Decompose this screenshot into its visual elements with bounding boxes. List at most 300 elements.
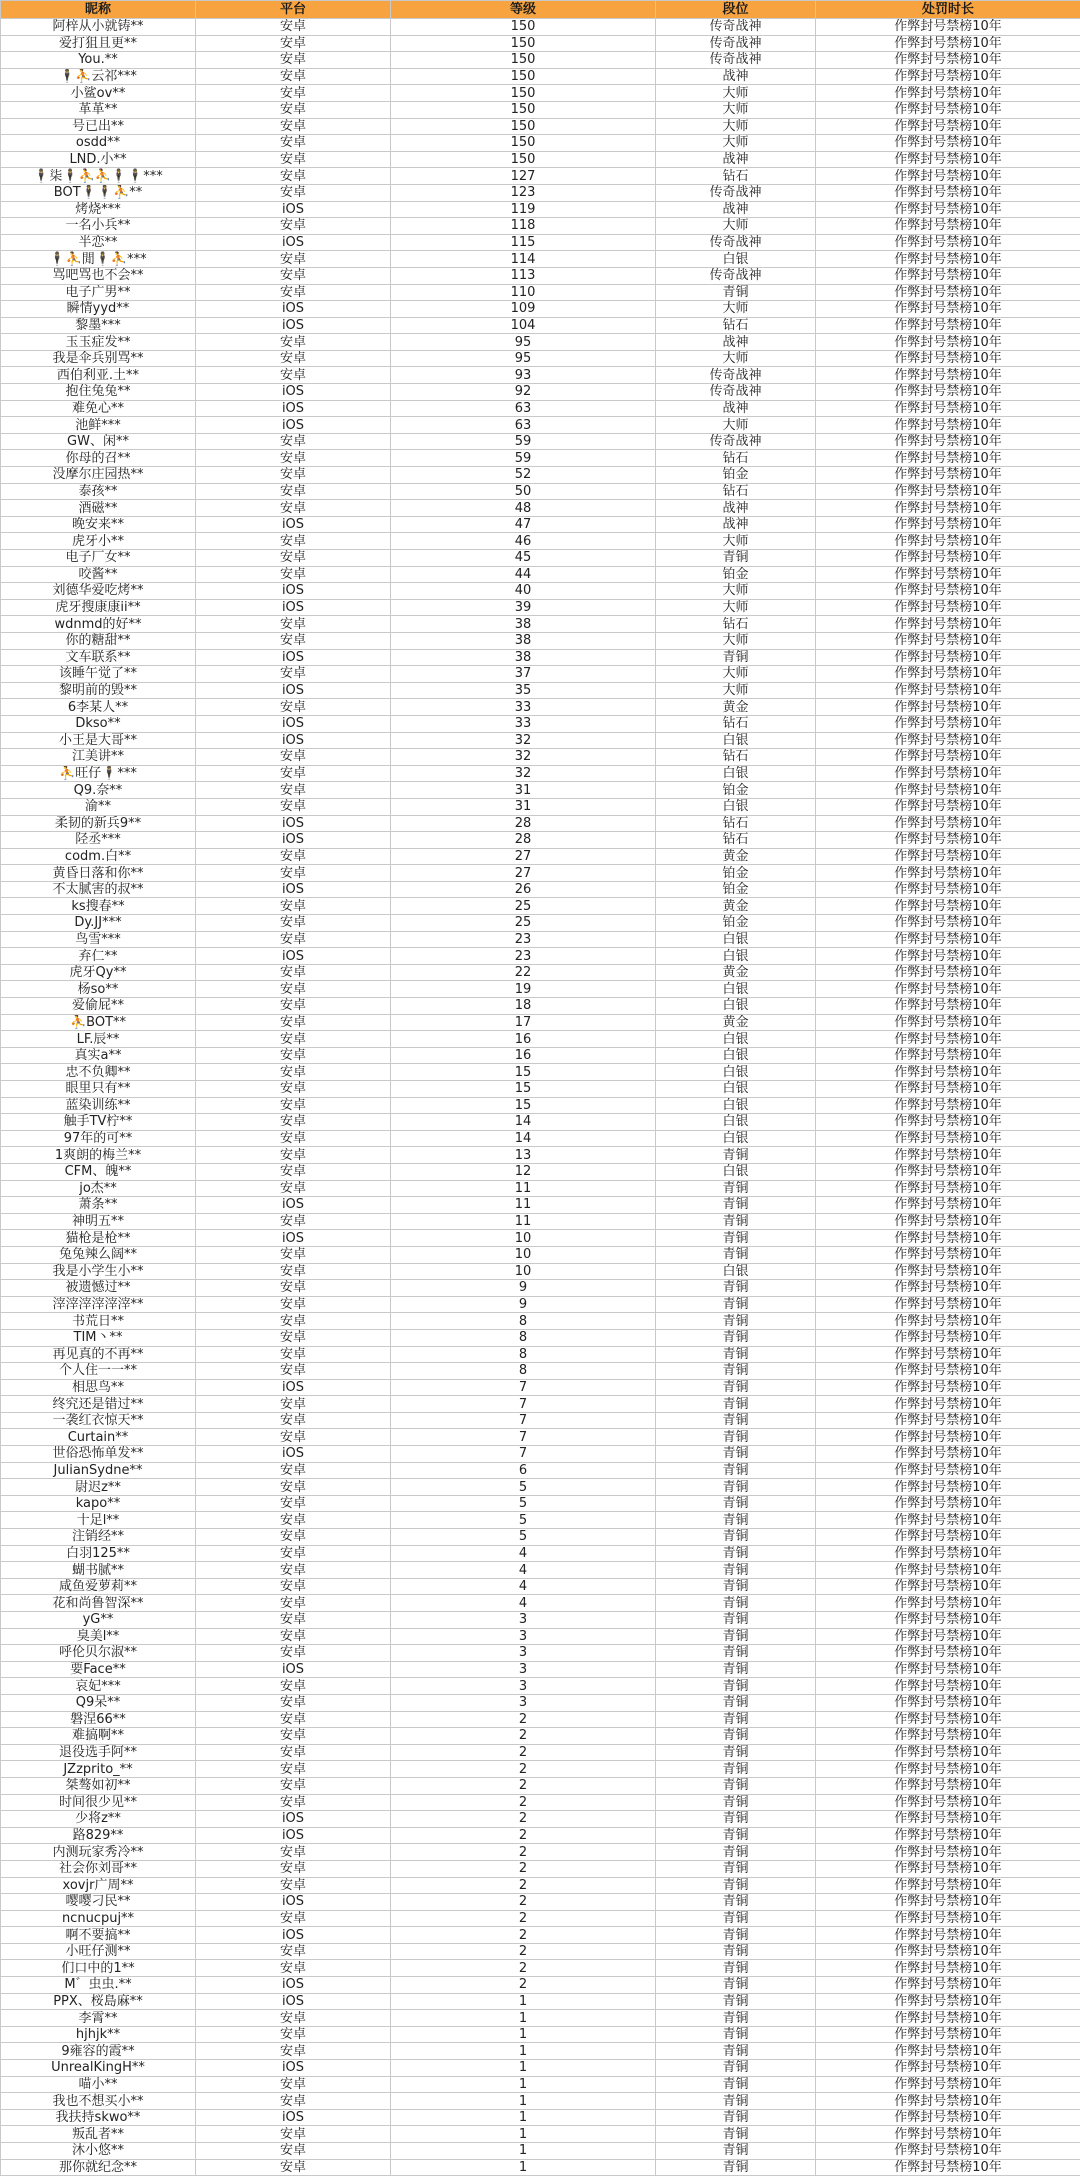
cell-nickname: 晚安来** bbox=[1, 516, 196, 533]
cell-rank: 大师 bbox=[656, 101, 816, 118]
cell-platform: 安卓 bbox=[196, 1064, 391, 1081]
cell-penalty: 作弊封号禁榜10年 bbox=[816, 1014, 1080, 1031]
cell-platform: 安卓 bbox=[196, 500, 391, 517]
cell-penalty: 作弊封号禁榜10年 bbox=[816, 998, 1080, 1015]
cell-rank: 白银 bbox=[656, 1163, 816, 1180]
cell-rank: 白银 bbox=[656, 1081, 816, 1098]
cell-nickname: 瞬情yyd** bbox=[1, 301, 196, 318]
cell-platform: 安卓 bbox=[196, 915, 391, 932]
cell-nickname: 酒磁** bbox=[1, 500, 196, 517]
table-row bbox=[1, 865, 1080, 882]
cell-level: 7 bbox=[391, 1429, 656, 1446]
cell-nickname: 再见真的不再** bbox=[1, 1346, 196, 1363]
cell-platform: 安卓 bbox=[196, 350, 391, 367]
table-row bbox=[1, 1081, 1080, 1098]
cell-platform: 安卓 bbox=[196, 1479, 391, 1496]
cell-nickname: 啊不要搞** bbox=[1, 1927, 196, 1944]
cell-penalty: 作弊封号禁榜10年 bbox=[816, 533, 1080, 550]
cell-level: 1 bbox=[391, 2093, 656, 2110]
cell-penalty: 作弊封号禁榜10年 bbox=[816, 1147, 1080, 1164]
cell-platform: 安卓 bbox=[196, 218, 391, 235]
cell-penalty: 作弊封号禁榜10年 bbox=[816, 483, 1080, 500]
cell-platform: 安卓 bbox=[196, 865, 391, 882]
cell-platform: 安卓 bbox=[196, 52, 391, 69]
cell-penalty: 作弊封号禁榜10年 bbox=[816, 301, 1080, 318]
cell-level: 47 bbox=[391, 516, 656, 533]
cell-rank: 铂金 bbox=[656, 881, 816, 898]
cell-platform: 安卓 bbox=[196, 68, 391, 85]
cell-level: 23 bbox=[391, 931, 656, 948]
header-penalty: 处罚时长 bbox=[816, 1, 1080, 19]
cell-penalty: 作弊封号禁榜10年 bbox=[816, 1313, 1080, 1330]
cell-level: 104 bbox=[391, 317, 656, 334]
cell-nickname: 内测玩家秀冷** bbox=[1, 1844, 196, 1861]
cell-level: 2 bbox=[391, 1728, 656, 1745]
table-row bbox=[1, 1794, 1080, 1811]
cell-nickname: ncnucpuj** bbox=[1, 1910, 196, 1927]
cell-nickname: 被遗憾过** bbox=[1, 1280, 196, 1297]
table-row bbox=[1, 1197, 1080, 1214]
table-row bbox=[1, 1446, 1080, 1463]
cell-platform: 安卓 bbox=[196, 1280, 391, 1297]
cell-penalty: 作弊封号禁榜10年 bbox=[816, 1529, 1080, 1546]
cell-rank: 青铜 bbox=[656, 1246, 816, 1263]
cell-level: 95 bbox=[391, 350, 656, 367]
cell-nickname: 你的糖甜** bbox=[1, 632, 196, 649]
cell-platform: iOS bbox=[196, 1993, 391, 2010]
cell-nickname: 黄昏日落和你** bbox=[1, 865, 196, 882]
table-row bbox=[1, 1230, 1080, 1247]
table-row bbox=[1, 533, 1080, 550]
cell-level: 14 bbox=[391, 1114, 656, 1131]
header-nickname: 昵称 bbox=[1, 1, 196, 19]
table-row bbox=[1, 334, 1080, 351]
cell-rank: 大师 bbox=[656, 533, 816, 550]
cell-rank: 钻石 bbox=[656, 815, 816, 832]
cell-nickname: 眼里只有** bbox=[1, 1081, 196, 1098]
cell-penalty: 作弊封号禁榜10年 bbox=[816, 2060, 1080, 2077]
cell-rank: 青铜 bbox=[656, 649, 816, 666]
cell-platform: 安卓 bbox=[196, 1777, 391, 1794]
cell-nickname: 小王是大哥** bbox=[1, 732, 196, 749]
cell-level: 32 bbox=[391, 749, 656, 766]
cell-rank: 白银 bbox=[656, 798, 816, 815]
cell-level: 150 bbox=[391, 101, 656, 118]
cell-penalty: 作弊封号禁榜10年 bbox=[816, 2010, 1080, 2027]
cell-level: 2 bbox=[391, 1960, 656, 1977]
table-row bbox=[1, 666, 1080, 683]
cell-nickname: 磐涅66** bbox=[1, 1711, 196, 1728]
cell-platform: iOS bbox=[196, 301, 391, 318]
cell-nickname: 喵小** bbox=[1, 2076, 196, 2093]
cell-rank: 青铜 bbox=[656, 1180, 816, 1197]
table-row bbox=[1, 1827, 1080, 1844]
cell-rank: 战神 bbox=[656, 334, 816, 351]
table-body bbox=[1, 19, 1080, 2176]
table-row bbox=[1, 1462, 1080, 1479]
cell-level: 10 bbox=[391, 1230, 656, 1247]
cell-rank: 青铜 bbox=[656, 2159, 816, 2176]
cell-nickname: 要Face** bbox=[1, 1661, 196, 1678]
cell-penalty: 作弊封号禁榜10年 bbox=[816, 1047, 1080, 1064]
table-row bbox=[1, 2093, 1080, 2110]
cell-rank: 青铜 bbox=[656, 1910, 816, 1927]
cell-rank: 战神 bbox=[656, 151, 816, 168]
cell-penalty: 作弊封号禁榜10年 bbox=[816, 732, 1080, 749]
cell-platform: 安卓 bbox=[196, 1844, 391, 1861]
table-row bbox=[1, 1910, 1080, 1927]
cell-level: 1 bbox=[391, 2043, 656, 2060]
table-row bbox=[1, 85, 1080, 102]
cell-level: 1 bbox=[391, 1993, 656, 2010]
cell-rank: 青铜 bbox=[656, 1960, 816, 1977]
cell-rank: 传奇战神 bbox=[656, 433, 816, 450]
cell-platform: iOS bbox=[196, 516, 391, 533]
table-row bbox=[1, 1860, 1080, 1877]
cell-nickname: Curtain** bbox=[1, 1429, 196, 1446]
cell-level: 13 bbox=[391, 1147, 656, 1164]
cell-penalty: 作弊封号禁榜10年 bbox=[816, 616, 1080, 633]
cell-penalty: 作弊封号禁榜10年 bbox=[816, 815, 1080, 832]
cell-nickname: 时间很少见** bbox=[1, 1794, 196, 1811]
cell-rank: 青铜 bbox=[656, 1147, 816, 1164]
table-row bbox=[1, 832, 1080, 849]
cell-level: 50 bbox=[391, 483, 656, 500]
cell-level: 32 bbox=[391, 732, 656, 749]
cell-level: 33 bbox=[391, 715, 656, 732]
cell-level: 150 bbox=[391, 35, 656, 52]
cell-nickname: 柔韧的新兵9** bbox=[1, 815, 196, 832]
cell-platform: 安卓 bbox=[196, 1346, 391, 1363]
table-row bbox=[1, 1578, 1080, 1595]
cell-nickname: 鸟雪*** bbox=[1, 931, 196, 948]
cell-penalty: 作弊封号禁榜10年 bbox=[816, 1280, 1080, 1297]
cell-nickname: 注销经** bbox=[1, 1529, 196, 1546]
cell-penalty: 作弊封号禁榜10年 bbox=[816, 1694, 1080, 1711]
cell-level: 1 bbox=[391, 2026, 656, 2043]
cell-level: 14 bbox=[391, 1130, 656, 1147]
cell-platform: 安卓 bbox=[196, 450, 391, 467]
cell-penalty: 作弊封号禁榜10年 bbox=[816, 1595, 1080, 1612]
cell-platform: 安卓 bbox=[196, 251, 391, 268]
cell-nickname: 陉丞*** bbox=[1, 832, 196, 849]
header-rank: 段位 bbox=[656, 1, 816, 19]
cell-nickname: 骂吧骂也不会** bbox=[1, 267, 196, 284]
cell-platform: 安卓 bbox=[196, 2159, 391, 2176]
cell-platform: 安卓 bbox=[196, 1114, 391, 1131]
cell-nickname: 花和尚鲁智深** bbox=[1, 1595, 196, 1612]
cell-nickname: 黎明前的毁** bbox=[1, 682, 196, 699]
cell-level: 4 bbox=[391, 1578, 656, 1595]
cell-penalty: 作弊封号禁榜10年 bbox=[816, 1097, 1080, 1114]
cell-rank: 钻石 bbox=[656, 715, 816, 732]
cell-nickname: 咬酱** bbox=[1, 566, 196, 583]
cell-rank: 青铜 bbox=[656, 1313, 816, 1330]
cell-rank: 传奇战神 bbox=[656, 384, 816, 401]
cell-platform: 安卓 bbox=[196, 184, 391, 201]
cell-nickname: 西伯利亚.土** bbox=[1, 367, 196, 384]
cell-penalty: 作弊封号禁榜10年 bbox=[816, 1363, 1080, 1380]
cell-penalty: 作弊封号禁榜10年 bbox=[816, 400, 1080, 417]
cell-level: 5 bbox=[391, 1512, 656, 1529]
cell-rank: 青铜 bbox=[656, 1595, 816, 1612]
cell-rank: 黄金 bbox=[656, 1014, 816, 1031]
cell-rank: 黄金 bbox=[656, 964, 816, 981]
cell-rank: 青铜 bbox=[656, 1943, 816, 1960]
cell-nickname: 叛乱者** bbox=[1, 2126, 196, 2143]
table-row bbox=[1, 1960, 1080, 1977]
cell-nickname: 泰孩** bbox=[1, 483, 196, 500]
cell-level: 123 bbox=[391, 184, 656, 201]
cell-nickname: 虎牙Qy** bbox=[1, 964, 196, 981]
table-row bbox=[1, 2060, 1080, 2077]
cell-rank: 青铜 bbox=[656, 1761, 816, 1778]
table-row bbox=[1, 483, 1080, 500]
cell-rank: 白银 bbox=[656, 931, 816, 948]
table-row bbox=[1, 1396, 1080, 1413]
cell-level: 1 bbox=[391, 2010, 656, 2027]
table-row bbox=[1, 1777, 1080, 1794]
cell-platform: 安卓 bbox=[196, 1744, 391, 1761]
table-row bbox=[1, 151, 1080, 168]
cell-platform: iOS bbox=[196, 583, 391, 600]
cell-nickname: 没摩尔庄园热** bbox=[1, 467, 196, 484]
cell-level: 1 bbox=[391, 2076, 656, 2093]
cell-level: 113 bbox=[391, 267, 656, 284]
cell-penalty: 作弊封号禁榜10年 bbox=[816, 284, 1080, 301]
cell-penalty: 作弊封号禁榜10年 bbox=[816, 118, 1080, 135]
cell-nickname: PPX、桜島麻** bbox=[1, 1993, 196, 2010]
cell-nickname: 难搞啊** bbox=[1, 1728, 196, 1745]
table-row bbox=[1, 317, 1080, 334]
cell-penalty: 作弊封号禁榜10年 bbox=[816, 1412, 1080, 1429]
cell-platform: iOS bbox=[196, 649, 391, 666]
table-row bbox=[1, 1097, 1080, 1114]
table-row bbox=[1, 682, 1080, 699]
table-row bbox=[1, 1363, 1080, 1380]
cell-penalty: 作弊封号禁榜10年 bbox=[816, 85, 1080, 102]
cell-penalty: 作弊封号禁榜10年 bbox=[816, 2143, 1080, 2160]
cell-level: 15 bbox=[391, 1081, 656, 1098]
cell-nickname: 🕴⛹云祁*** bbox=[1, 68, 196, 85]
cell-nickname: 阿梓从小就铸** bbox=[1, 19, 196, 36]
cell-rank: 白银 bbox=[656, 1114, 816, 1131]
table-row bbox=[1, 782, 1080, 799]
cell-penalty: 作弊封号禁榜10年 bbox=[816, 1479, 1080, 1496]
cell-platform: 安卓 bbox=[196, 1097, 391, 1114]
cell-level: 3 bbox=[391, 1661, 656, 1678]
cell-penalty: 作弊封号禁榜10年 bbox=[816, 865, 1080, 882]
table-row bbox=[1, 1562, 1080, 1579]
cell-nickname: LF.辰** bbox=[1, 1031, 196, 1048]
cell-nickname: 玉玉症发** bbox=[1, 334, 196, 351]
cell-level: 4 bbox=[391, 1545, 656, 1562]
cell-level: 8 bbox=[391, 1346, 656, 1363]
cell-rank: 青铜 bbox=[656, 1927, 816, 1944]
cell-level: 11 bbox=[391, 1213, 656, 1230]
table-row bbox=[1, 848, 1080, 865]
cell-rank: 青铜 bbox=[656, 1993, 816, 2010]
cell-platform: iOS bbox=[196, 881, 391, 898]
cell-nickname: 呼伦贝尔淑** bbox=[1, 1645, 196, 1662]
cell-rank: 战神 bbox=[656, 516, 816, 533]
cell-rank: 青铜 bbox=[656, 1479, 816, 1496]
cell-rank: 铂金 bbox=[656, 566, 816, 583]
cell-level: 27 bbox=[391, 848, 656, 865]
cell-platform: 安卓 bbox=[196, 2010, 391, 2027]
table-row bbox=[1, 732, 1080, 749]
table-row bbox=[1, 301, 1080, 318]
table-row bbox=[1, 168, 1080, 185]
cell-platform: 安卓 bbox=[196, 168, 391, 185]
cell-rank: 铂金 bbox=[656, 782, 816, 799]
table-row bbox=[1, 1529, 1080, 1546]
cell-rank: 青铜 bbox=[656, 1280, 816, 1297]
cell-nickname: 你母的召** bbox=[1, 450, 196, 467]
cell-level: 2 bbox=[391, 1910, 656, 1927]
cell-platform: 安卓 bbox=[196, 1180, 391, 1197]
cell-platform: 安卓 bbox=[196, 1296, 391, 1313]
cell-level: 2 bbox=[391, 1894, 656, 1911]
cell-rank: 青铜 bbox=[656, 1645, 816, 1662]
cell-rank: 白银 bbox=[656, 1130, 816, 1147]
cell-rank: 青铜 bbox=[656, 1694, 816, 1711]
cell-platform: 安卓 bbox=[196, 1213, 391, 1230]
table-row bbox=[1, 1678, 1080, 1695]
cell-level: 10 bbox=[391, 1246, 656, 1263]
cell-rank: 青铜 bbox=[656, 1628, 816, 1645]
table-row bbox=[1, 1014, 1080, 1031]
header-row bbox=[1, 1, 1080, 19]
cell-platform: iOS bbox=[196, 815, 391, 832]
cell-nickname: BOT🕴🕴⛹** bbox=[1, 184, 196, 201]
cell-platform: iOS bbox=[196, 417, 391, 434]
cell-penalty: 作弊封号禁榜10年 bbox=[816, 267, 1080, 284]
table-row bbox=[1, 2143, 1080, 2160]
table-row bbox=[1, 1512, 1080, 1529]
cell-nickname: 电子厂女** bbox=[1, 550, 196, 567]
cell-rank: 大师 bbox=[656, 301, 816, 318]
cell-level: 118 bbox=[391, 218, 656, 235]
cell-level: 7 bbox=[391, 1379, 656, 1396]
cell-penalty: 作弊封号禁榜10年 bbox=[816, 218, 1080, 235]
cell-penalty: 作弊封号禁榜10年 bbox=[816, 1031, 1080, 1048]
cell-rank: 青铜 bbox=[656, 1977, 816, 1994]
cell-penalty: 作弊封号禁榜10年 bbox=[816, 1794, 1080, 1811]
cell-nickname: 小鲨ov** bbox=[1, 85, 196, 102]
table-row bbox=[1, 616, 1080, 633]
cell-rank: 青铜 bbox=[656, 1213, 816, 1230]
cell-platform: 安卓 bbox=[196, 1412, 391, 1429]
table-row bbox=[1, 1412, 1080, 1429]
cell-penalty: 作弊封号禁榜10年 bbox=[816, 1263, 1080, 1280]
cell-rank: 青铜 bbox=[656, 1363, 816, 1380]
cell-nickname: JulianSydne** bbox=[1, 1462, 196, 1479]
table-row bbox=[1, 284, 1080, 301]
cell-level: 3 bbox=[391, 1645, 656, 1662]
cell-platform: iOS bbox=[196, 948, 391, 965]
cell-level: 2 bbox=[391, 1711, 656, 1728]
cell-level: 1 bbox=[391, 2143, 656, 2160]
cell-penalty: 作弊封号禁榜10年 bbox=[816, 1993, 1080, 2010]
cell-level: 1 bbox=[391, 2060, 656, 2077]
cell-nickname: 滓滓滓滓滓滓** bbox=[1, 1296, 196, 1313]
cell-nickname: 猫枪是枪** bbox=[1, 1230, 196, 1247]
cell-rank: 战神 bbox=[656, 201, 816, 218]
cell-nickname: UnrealKingH** bbox=[1, 2060, 196, 2077]
cell-penalty: 作弊封号禁榜10年 bbox=[816, 898, 1080, 915]
cell-platform: 安卓 bbox=[196, 2093, 391, 2110]
table-row bbox=[1, 1114, 1080, 1131]
cell-rank: 青铜 bbox=[656, 2060, 816, 2077]
table-row bbox=[1, 367, 1080, 384]
cell-penalty: 作弊封号禁榜10年 bbox=[816, 1977, 1080, 1994]
cell-platform: 安卓 bbox=[196, 964, 391, 981]
table-row bbox=[1, 135, 1080, 152]
cell-penalty: 作弊封号禁榜10年 bbox=[816, 798, 1080, 815]
cell-level: 119 bbox=[391, 201, 656, 218]
cell-nickname: Dkso** bbox=[1, 715, 196, 732]
cell-level: 46 bbox=[391, 533, 656, 550]
cell-level: 115 bbox=[391, 234, 656, 251]
cell-nickname: GW、闲** bbox=[1, 433, 196, 450]
cell-nickname: 电子广男** bbox=[1, 284, 196, 301]
cell-rank: 青铜 bbox=[656, 1612, 816, 1629]
cell-level: 2 bbox=[391, 1761, 656, 1778]
cell-platform: 安卓 bbox=[196, 1047, 391, 1064]
table-row bbox=[1, 218, 1080, 235]
cell-rank: 青铜 bbox=[656, 1777, 816, 1794]
cell-penalty: 作弊封号禁榜10年 bbox=[816, 151, 1080, 168]
cell-nickname: 江美讲** bbox=[1, 749, 196, 766]
table-row bbox=[1, 1993, 1080, 2010]
cell-penalty: 作弊封号禁榜10年 bbox=[816, 1811, 1080, 1828]
cell-platform: iOS bbox=[196, 384, 391, 401]
table-row bbox=[1, 1495, 1080, 1512]
cell-rank: 钻石 bbox=[656, 832, 816, 849]
table-row bbox=[1, 1479, 1080, 1496]
table-row bbox=[1, 699, 1080, 716]
cell-nickname: 烤烧*** bbox=[1, 201, 196, 218]
cell-rank: 青铜 bbox=[656, 1844, 816, 1861]
cell-penalty: 作弊封号禁榜10年 bbox=[816, 168, 1080, 185]
cell-nickname: kapo** bbox=[1, 1495, 196, 1512]
cell-platform: 安卓 bbox=[196, 1877, 391, 1894]
cell-platform: 安卓 bbox=[196, 19, 391, 36]
cell-platform: 安卓 bbox=[196, 1910, 391, 1927]
cell-nickname: 爱打狙且更** bbox=[1, 35, 196, 52]
cell-level: 92 bbox=[391, 384, 656, 401]
cell-penalty: 作弊封号禁榜10年 bbox=[816, 334, 1080, 351]
cell-nickname: 渝** bbox=[1, 798, 196, 815]
cell-rank: 白银 bbox=[656, 1031, 816, 1048]
cell-level: 4 bbox=[391, 1562, 656, 1579]
cell-nickname: ⛹BOT** bbox=[1, 1014, 196, 1031]
cell-platform: 安卓 bbox=[196, 1014, 391, 1031]
cell-platform: 安卓 bbox=[196, 135, 391, 152]
table-row bbox=[1, 500, 1080, 517]
table-row bbox=[1, 267, 1080, 284]
table-row bbox=[1, 765, 1080, 782]
cell-penalty: 作弊封号禁榜10年 bbox=[816, 666, 1080, 683]
table-row bbox=[1, 516, 1080, 533]
table-row bbox=[1, 964, 1080, 981]
cell-nickname: 触手TV柠** bbox=[1, 1114, 196, 1131]
cell-rank: 传奇战神 bbox=[656, 367, 816, 384]
cell-nickname: 世俗恐怖单发** bbox=[1, 1446, 196, 1463]
cell-platform: 安卓 bbox=[196, 85, 391, 102]
cell-penalty: 作弊封号禁榜10年 bbox=[816, 2076, 1080, 2093]
